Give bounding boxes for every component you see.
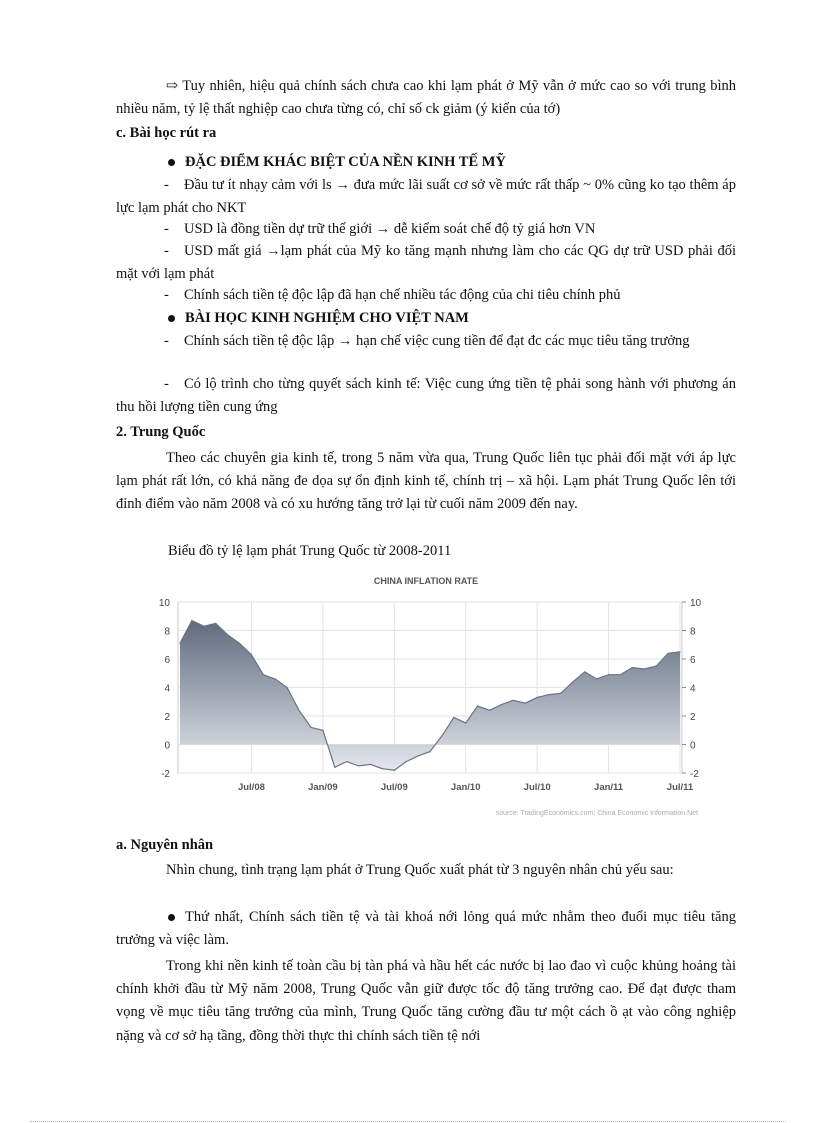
x-tick-label: Jul/09 [380,782,408,793]
us-item-3: - USD mất giá →lạm phát của Mỹ ko tăng mạnh nhưng làm cho các QG dự trữ USD phải đối mặt với lạm phát [116,243,736,282]
data-point [418,755,419,756]
data-point [227,634,228,635]
heading-china: 2. Trung Quốc [116,424,206,440]
data-point [251,654,252,655]
bullet-first-cause [116,906,736,952]
bullet-vn-lessons-label: BÀI HỌC KINH NGHIỆM CHO VIỆT NAM [185,310,469,326]
bullet-dot-icon [168,914,175,921]
paragraph-us-conclusion: ⇨ Tuy nhiên, hiệu quả chính sách chưa cao khi lạm phát ở Mỹ vẫn ở mức cao so với trung bình nhiều năm, tỷ lệ thất nghiệp cao chưa từng có, chỉ số ck giảm (ý kiến của tớ) [116,78,736,117]
data-point [620,674,621,675]
bullet-us-features [116,151,736,173]
data-point [548,694,549,695]
data-point [191,620,192,621]
data-point [287,687,288,688]
data-point [668,653,669,654]
data-point [632,667,633,668]
data-point [656,666,657,667]
page-bottom-divider [30,1121,786,1122]
y-tick-label-left: 10 [158,598,170,609]
data-point [429,751,430,752]
data-point [358,765,359,766]
y-tick-label-left: 2 [164,712,170,723]
y-tick-label-right: 6 [690,655,696,666]
data-point [513,700,514,701]
x-tick-label: Jul/08 [237,782,265,793]
data-point [525,703,526,704]
data-point [441,735,442,736]
data-point [239,643,240,644]
data-point [263,674,264,675]
data-point [453,717,454,718]
data-point [584,671,585,672]
y-tick-label-left: 8 [164,626,170,638]
bullet-dot-icon [168,159,175,166]
chart-title: CHINA INFLATION RATE [373,576,479,586]
data-point [572,681,573,682]
x-tick-label: Jan/10 [450,782,481,793]
bullet-vn-lessons [116,307,736,329]
y-tick-label-right: 4 [690,683,696,695]
chart-source: source: TradingEconomics.com; China Economic Information Net [495,810,698,817]
data-point [275,678,276,679]
data-point [644,668,645,669]
data-point [394,770,395,771]
data-point [215,623,216,624]
data-point [203,626,204,627]
y-tick-label-right: 8 [690,626,696,638]
bullet-first-cause-label: Thứ nhất, Chính sách tiền tệ và tài khoá nới lỏng quá mức nhằm theo đuổi mục tiêu tăng trưởng và việc làm. [116,909,736,948]
y-tick-label-left: 6 [164,655,170,666]
y-tick-label-left: -2 [161,769,170,780]
chart-caption: Biểu đồ tỷ lệ lạm phát Trung Quốc từ 2008-2011 [168,543,452,559]
x-tick-label: Jan/09 [308,782,338,793]
us-item-2: - USD là đồng tiền dự trữ thế giới → dễ kiểm soát chế độ tỷ giá hơn VN [164,221,596,237]
y-tick-label-left: 4 [164,683,170,695]
data-point [465,723,466,724]
data-point [501,704,502,705]
bullet-us-features-label: ĐẶC ĐIỂM KHÁC BIỆT CỦA NỀN KINH TẾ MỸ [185,154,506,170]
data-point [406,761,407,762]
bullet-dot-icon [168,315,175,322]
us-item-4: - Chính sách tiền tệ độc lập đã hạn chế nhiều tác động của chi tiêu chính phủ [164,287,621,303]
data-point [382,768,383,769]
data-point [310,727,311,728]
data-point [334,767,335,768]
vn-item-1: - Chính sách tiền tệ độc lập → hạn chế việc cung tiền để đạt đc các mục tiêu tăng trưởng [164,333,690,349]
y-tick-label-left: 0 [164,740,170,752]
heading-causes: a. Nguyên nhân [116,837,214,853]
data-point [346,761,347,762]
china-inflation-chart [116,570,716,820]
data-point [489,710,490,711]
x-tick-label: Jul/11 [666,782,694,793]
data-point [596,678,597,679]
data-point [322,730,323,731]
paragraph-causes-intro: Nhìn chung, tình trạng lạm phát ở Trung Quốc xuất phát từ 3 nguyên nhân chủ yếu sau: [166,862,674,878]
x-tick-label: Jul/10 [523,782,551,793]
y-tick-label-right: -2 [690,769,699,780]
y-tick-label-right: 0 [690,740,696,752]
y-tick-label-right: 10 [690,598,702,609]
data-point [608,674,609,675]
vn-item-2: - Có lộ trình cho từng quyết sách kinh tế: Việc cung ứng tiền tệ phải song hành với phương án thu hồi lượng tiền cung ứng [116,376,736,415]
data-point [679,651,680,652]
data-point [298,710,299,711]
data-point [537,697,538,698]
data-point [179,643,180,644]
chart-svg [116,570,716,820]
y-tick-label-right: 2 [690,712,696,723]
paragraph-china-growth: Trong khi nền kinh tế toàn cầu bị tàn phá và hầu hết các nước bị lao đao vì cuộc khủng hoảng tài chính khởi đầu từ Mỹ năm 2008, Trung Quốc vẫn giữ được tốc độ tăng trưởng cao. Để đạt được tham vọng về mục tiêu tăng trưởng của mình, Trung Quốc tăng cường đầu tư một cách ồ ạt vào công nghiệp nặng và cơ sở hạ tầng, đồng thời thực thi chính sách tiền tệ nới [116,958,736,1044]
data-point [560,693,561,694]
paragraph-china-intro: Theo các chuyên gia kinh tế, trong 5 năm vừa qua, Trung Quốc liên tục phải đối mặt với áp lực lạm phát rất lớn, có khả năng đe dọa sự ổn định kinh tế, chính trị – xã hội. Lạm phát Trung Quốc lên tới đỉnh điểm vào năm 2008 và có xu hướng tăng trở lại từ cuối năm 2009 đến nay. [116,450,736,513]
x-tick-label: Jan/11 [594,782,624,793]
heading-lessons: c. Bài học rút ra [116,125,217,141]
data-point [477,705,478,706]
data-point [370,764,371,765]
us-item-1: - Đầu tư ít nhạy cảm với ls → đưa mức lãi suất cơ sở về mức rất thấp ~ 0% cũng ko tạo thêm áp lực lạm phát cho NKT [116,177,736,216]
